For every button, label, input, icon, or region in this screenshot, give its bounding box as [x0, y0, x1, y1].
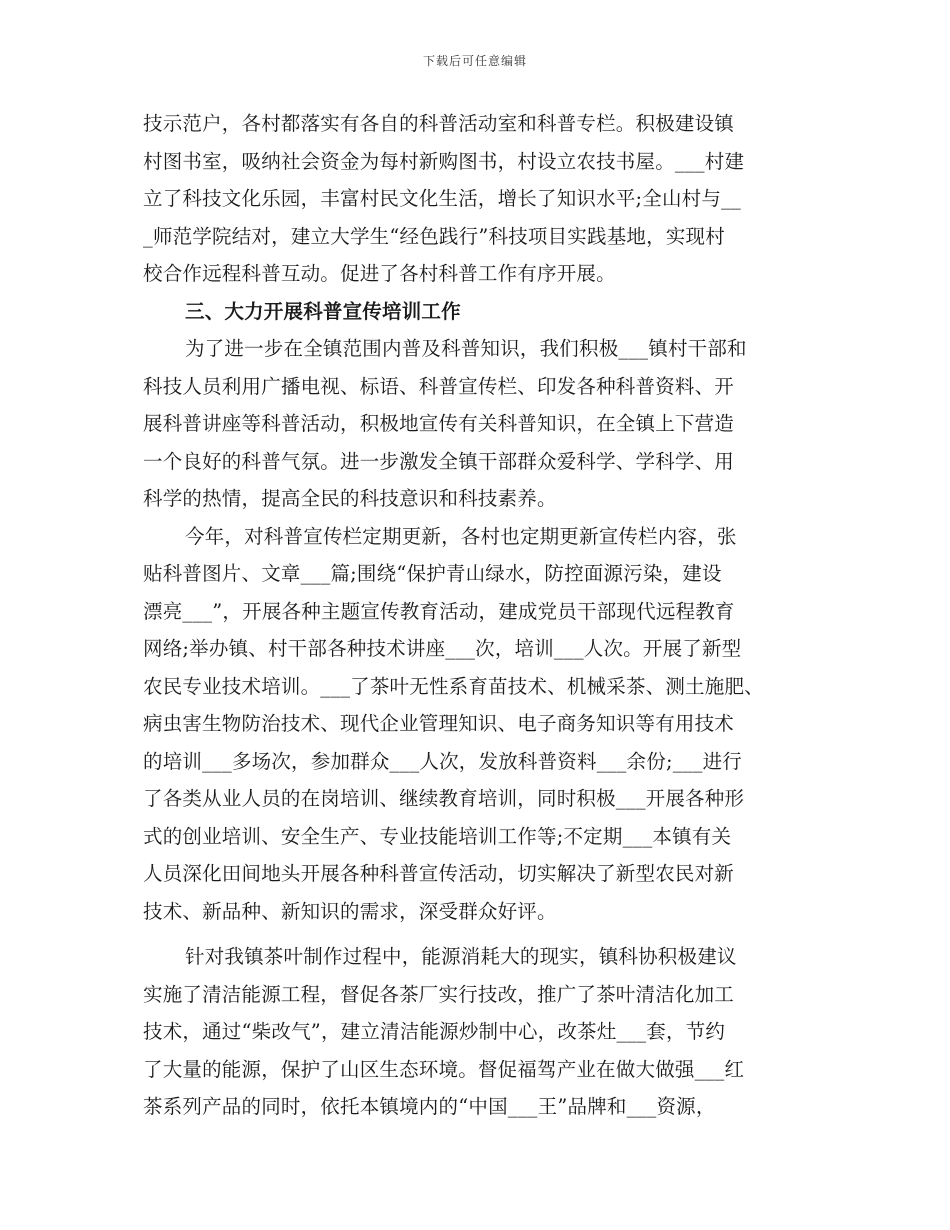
paragraph-line: 科学的热情，提高全民的科技意识和科技素养。	[143, 487, 557, 510]
paragraph-line: 为了进一步在全镇范围内普及科普知识，我们积极___镇村干部和	[185, 337, 747, 360]
paragraph-line: 人员深化田间地头开展各种科普宣传活动，切实解决了新型农民对新	[143, 862, 735, 885]
paragraph-line: 网络;举办镇、村干部各种技术讲座___次，培训___人次。开展了新型	[143, 637, 742, 660]
paragraph-line: 今年，对科普宣传栏定期更新，各村也定期更新宣传栏内容，张	[185, 524, 737, 548]
paragraph-line: 漂亮___”，开展各种主题宣传教育活动，建成党员干部现代远程教育	[143, 599, 735, 623]
paragraph-line: 校合作远程科普互动。促进了各村科普工作有序开展。	[143, 262, 616, 285]
paragraph-line: 技术、新品种、新知识的需求，深受群众好评。	[143, 899, 557, 923]
paragraph-gap	[143, 930, 808, 938]
paragraph-line: 技示范户，各村都落实有各自的科普活动室和科普专栏。积极建设镇	[143, 112, 735, 135]
header-note: 下载后可任意编辑	[422, 54, 527, 68]
paragraph-line: 茶系列产品的同时，依托本镇境内的“中国___王”品牌和___资源，	[143, 1095, 716, 1118]
paragraph-line: 一个良好的科普气氛。进一步激发全镇干部群众爱科学、学科学、用	[143, 449, 735, 473]
paragraph-line: 实施了清洁能源工程，督促各茶厂实行技改，推广了茶叶清洁化加工	[143, 982, 735, 1006]
paragraph-line: 村图书室，吸纳社会资金为每村新购图书，村设立农技书屋。___村建	[143, 149, 745, 173]
section-heading: 三、大力开展科普宣传培训工作	[185, 299, 461, 323]
paragraph-line: 了各类从业人员的在岗培训、继续教育培训，同时积极___开展各种形	[143, 787, 745, 810]
paragraph-line: _师范学院结对，建立大学生“经色践行”科技项目实践基地，实现村	[143, 224, 725, 248]
paragraph-line: 针对我镇茶叶制作过程中，能源消耗大的现实，镇科协积极建议	[185, 945, 737, 968]
paragraph-line: 农民专业技术培训。___了茶叶无性系育苗技术、机械采茶、测土施肥、	[143, 674, 764, 698]
paragraph-line: 贴科普图片、文章___篇;围绕“保护青山绿水，防控面源污染，建设	[143, 562, 722, 585]
paragraph-line: 的培训___多场次，参加群众___人次，发放科普资料___余份;___进行	[143, 749, 742, 773]
paragraph-line: 展科普讲座等科普活动，积极地宣传有关科普知识，在全镇上下营造	[143, 412, 735, 435]
body-text	[143, 105, 808, 1126]
paragraph-line: 式的创业培训、安全生产、专业技能培训工作等;不定期___本镇有关	[143, 824, 732, 848]
paragraph-line: 了大量的能源，保护了山区生态环境。督促福驾产业在做大做强___红	[143, 1057, 745, 1081]
paragraph-line: 病虫害生物防治技术、现代企业管理知识、电子商务知识等有用技术	[143, 712, 735, 735]
paragraph-line: 技术，通过“柴改气”，建立清洁能源炒制中心，改茶灶___套，节约	[143, 1020, 726, 1043]
paragraph-line: 科技人员利用广播电视、标语、科普宣传栏、印发各种科普资料、开	[143, 374, 735, 398]
paragraph-line: 立了科技文化乐园，丰富村民文化生活，增长了知识水平;全山村与__	[143, 187, 741, 210]
